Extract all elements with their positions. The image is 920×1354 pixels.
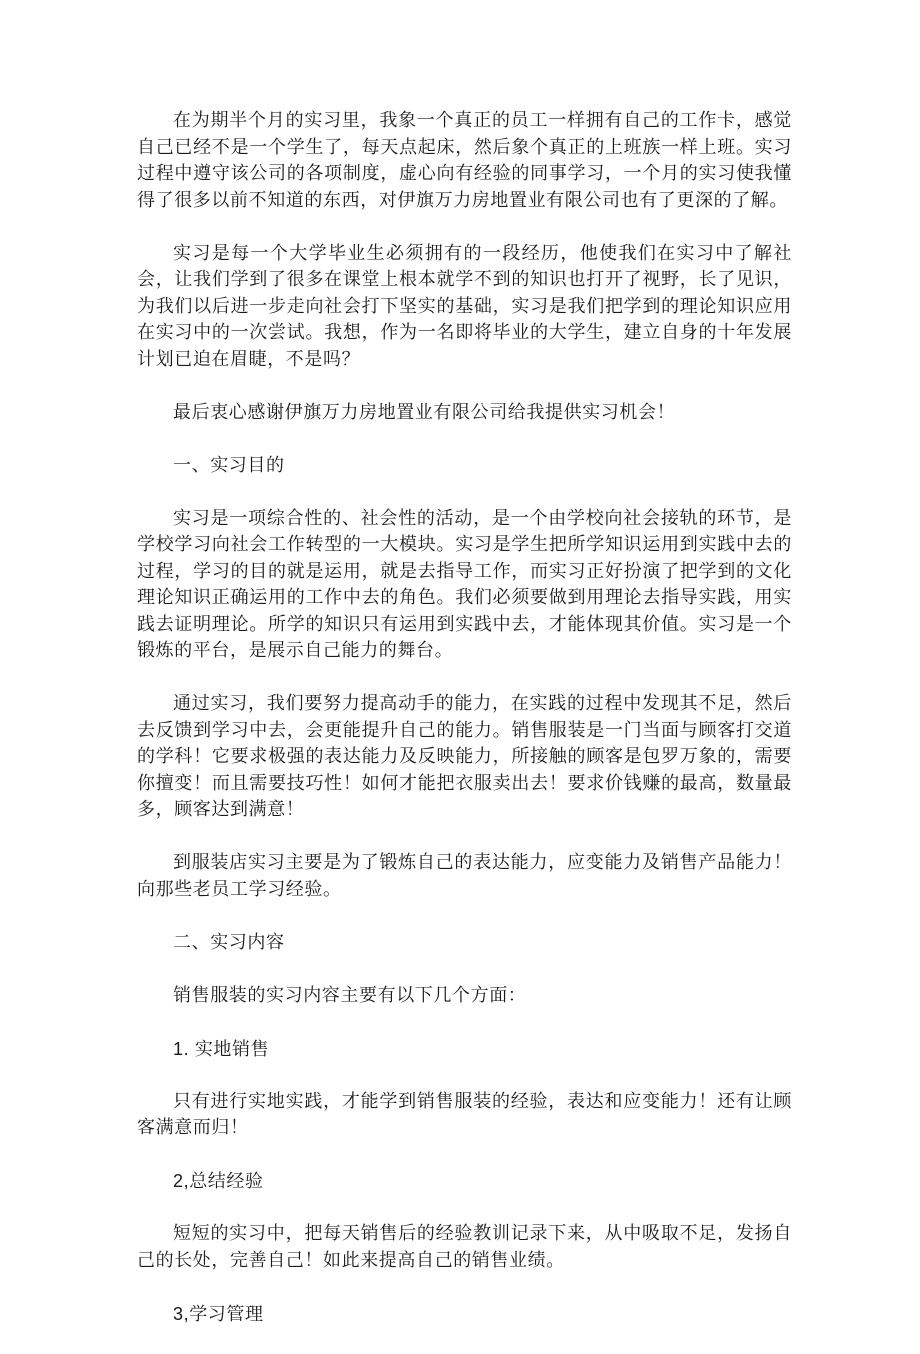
item-title-sales: 1. 实地销售 — [173, 1038, 270, 1059]
item-text-experience: 短短的实习中，把每天销售后的经验教训记录下来，从中吸取不足，发扬自己的长处，完善自己！如此来提高自己的销售业绩。 — [137, 1223, 792, 1271]
item-title-management: 3,学习管理 — [173, 1303, 264, 1324]
purpose-paragraph-3: 到服装店实习主要是为了锻炼自己的表达能力，应变能力及销售产品能力！向那些老员工学习经验。 — [137, 852, 792, 900]
content-intro-paragraph: 销售服装的实习内容主要有以下几个方面： — [173, 984, 527, 1006]
intro-paragraph-1: 在为期半个月的实习里，我象一个真正的员工一样拥有自己的工作卡，感觉自己已经不是一个学生了，每天点起床，然后象个真正的上班族一样上班。实习过程中遵守该公司的各项制度，虚心向有经验的同事学习，一个月的实习使我懂得了很多以前不知道的东西，对伊旗万力房地置业有限公司也有了更深的了解。 — [137, 110, 792, 211]
purpose-paragraph-2: 通过实习，我们要努力提高动手的能力，在实践的过程中发现其不足，然后去反馈到学习中去，会更能提升自己的能力。销售服装是一门当面与顾客打交道的学科！它要求极强的表达能力及反映能力，所接触的顾客是包罗万象的，需要你擅变！而且需要技巧性！如何才能把衣服卖出去！要求价钱赚的最高，数量最多，顾客达到满意！ — [137, 693, 792, 820]
section-heading-content: 二、实习内容 — [173, 931, 285, 953]
section-heading-purpose: 一、实习目的 — [173, 454, 285, 476]
item-title-experience: 2,总结经验 — [173, 1171, 264, 1191]
purpose-paragraph-1: 实习是一项综合性的、社会性的活动，是一个由学校向社会接轨的环节，是学校学习向社会工作转型的一大模块。实习是学生把所学知识运用到实践中去的过程，学习的目的就是运用，就是去指导工作，而实习正好扮演了把学到的文化理论知识正确运用的工作中去的角色。我们必须要做到用理论去指导实践，用实践去证明理论。所学的知识只有运用到实践中去，才能体现其价值。实习是一个锻炼的平台，是展示自己能力的舞台。 — [137, 507, 792, 661]
item-text-sales: 只有进行实地实践，才能学到销售服装的经验，表达和应变能力！还有让顾客满意而归！ — [137, 1090, 792, 1138]
thanks-paragraph: 最后衷心感谢伊旗万力房地置业有限公司给我提供实习机会！ — [173, 401, 676, 423]
document-body — [137, 108, 792, 1354]
intro-paragraph-2: 实习是每一个大学毕业生必须拥有的一段经历，他使我们在实习中了解社会，让我们学到了很多在课堂上根本就学不到的知识也打开了视野，长了见识，为我们以后进一步走向社会打下坚实的基础，实习是我们把学到的理论知识应用在实习中的一次尝试。我想，作为一名即将毕业的大学生，建立自身的十年发展计划已迫在眉睫，不是吗？ — [137, 242, 792, 370]
